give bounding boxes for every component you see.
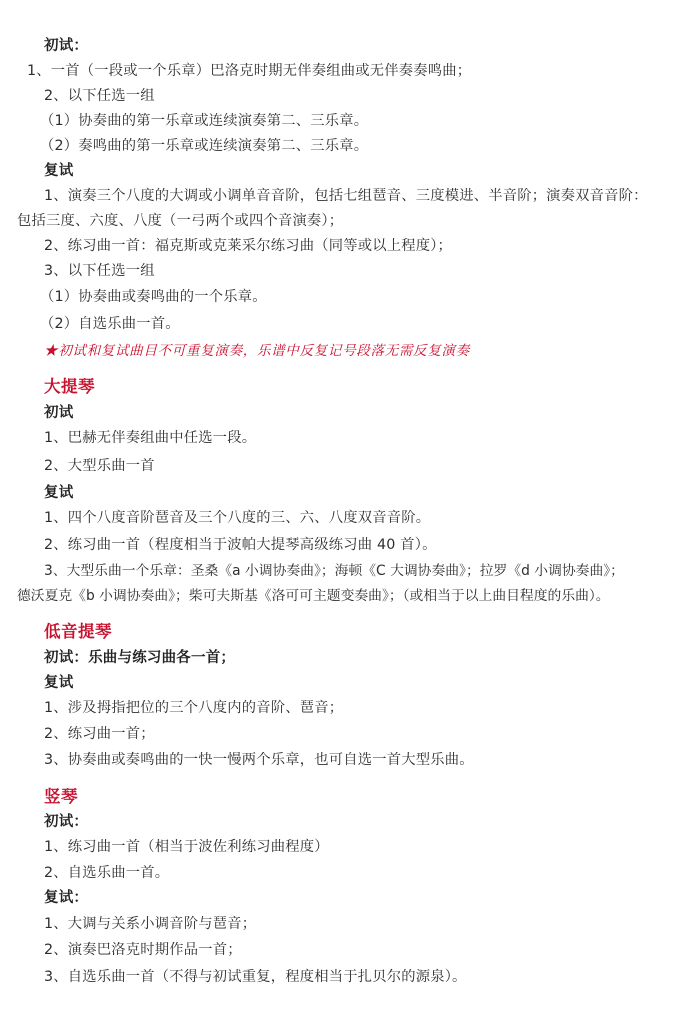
heading-second-exam: 复试 <box>44 675 74 691</box>
text-line: 1、四个八度音阶琶音及三个八度的三、六、八度双音音阶。 <box>44 510 431 526</box>
heading-initial-exam: 初试：乐曲与练习曲各一首； <box>44 650 236 666</box>
red-notice: ★初试和复试曲目不可重复演奏，乐谱中反复记号段落无需反复演奏 <box>44 343 470 359</box>
text-line: （2）奏鸣曲的第一乐章或连续演奏第二、三乐章。 <box>40 138 369 154</box>
text-line: 2、演奏巴洛克时期作品一首； <box>44 942 242 958</box>
text-line: 1、涉及拇指把位的三个八度内的音阶、琶音； <box>44 700 344 716</box>
text-line: 1、一首（一段或一个乐章）巴洛克时期无伴奏组曲或无伴奏奏鸣曲； <box>27 63 472 79</box>
text-line: 德沃夏克《b 小调协奏曲》；柴可夫斯基《洛可可主题变奏曲》；（或相当于以上曲目程度的乐曲）。 <box>17 588 610 604</box>
section-title-cello: 大提琴 <box>44 377 95 396</box>
text-line: 2、自选乐曲一首。 <box>44 865 170 881</box>
text-line: （1）协奏曲或奏鸣曲的一个乐章。 <box>40 289 267 305</box>
heading-second-exam: 复试： <box>44 890 89 906</box>
text-line: 包括三度、六度、八度（一弓两个或四个音演奏）； <box>17 213 344 229</box>
text-line: 2、练习曲一首； <box>44 726 155 742</box>
text-line: 3、以下任选一组 <box>44 263 155 279</box>
heading-initial-exam: 初试： <box>44 38 89 54</box>
text-line: （2）自选乐曲一首。 <box>40 316 180 332</box>
heading-second-exam: 复试 <box>44 163 74 179</box>
heading-second-exam: 复试 <box>44 485 74 501</box>
text-line: 3、自选乐曲一首（不得与初试重复，程度相当于扎贝尔的源泉）。 <box>44 969 467 985</box>
text-line: 2、练习曲一首：福克斯或克莱采尔练习曲（同等或以上程度）； <box>44 238 453 254</box>
text-line: 2、大型乐曲一首 <box>44 458 155 474</box>
section-title-harp: 竖琴 <box>44 787 78 806</box>
text-line: 3、大型乐曲一个乐章：圣桑《a 小调协奏曲》；海顿《C 大调协奏曲》；拉罗《d 小调协奏曲》； <box>44 563 624 579</box>
text-line: （1）协奏曲的第一乐章或连续演奏第二、三乐章。 <box>40 113 369 129</box>
heading-initial-exam: 初试 <box>44 405 74 421</box>
text-line: 2、练习曲一首（程度相当于波帕大提琴高级练习曲 40 首）。 <box>44 537 437 553</box>
text-line: 1、大调与关系小调音阶与琶音； <box>44 916 257 932</box>
heading-initial-exam: 初试： <box>44 814 89 830</box>
text-line: 1、巴赫无伴奏组曲中任选一段。 <box>44 430 257 446</box>
text-line: 1、演奏三个八度的大调或小调单音音阶，包括七组琶音、三度模进、半音阶；演奏双音音阶： <box>44 188 648 204</box>
text-line: 2、以下任选一组 <box>44 88 155 104</box>
text-line: 3、协奏曲或奏鸣曲的一快一慢两个乐章，也可自选一首大型乐曲。 <box>44 752 474 768</box>
section-title-double-bass: 低音提琴 <box>44 622 112 641</box>
text-line: 1、练习曲一首（相当于波佐利练习曲程度） <box>44 839 329 855</box>
